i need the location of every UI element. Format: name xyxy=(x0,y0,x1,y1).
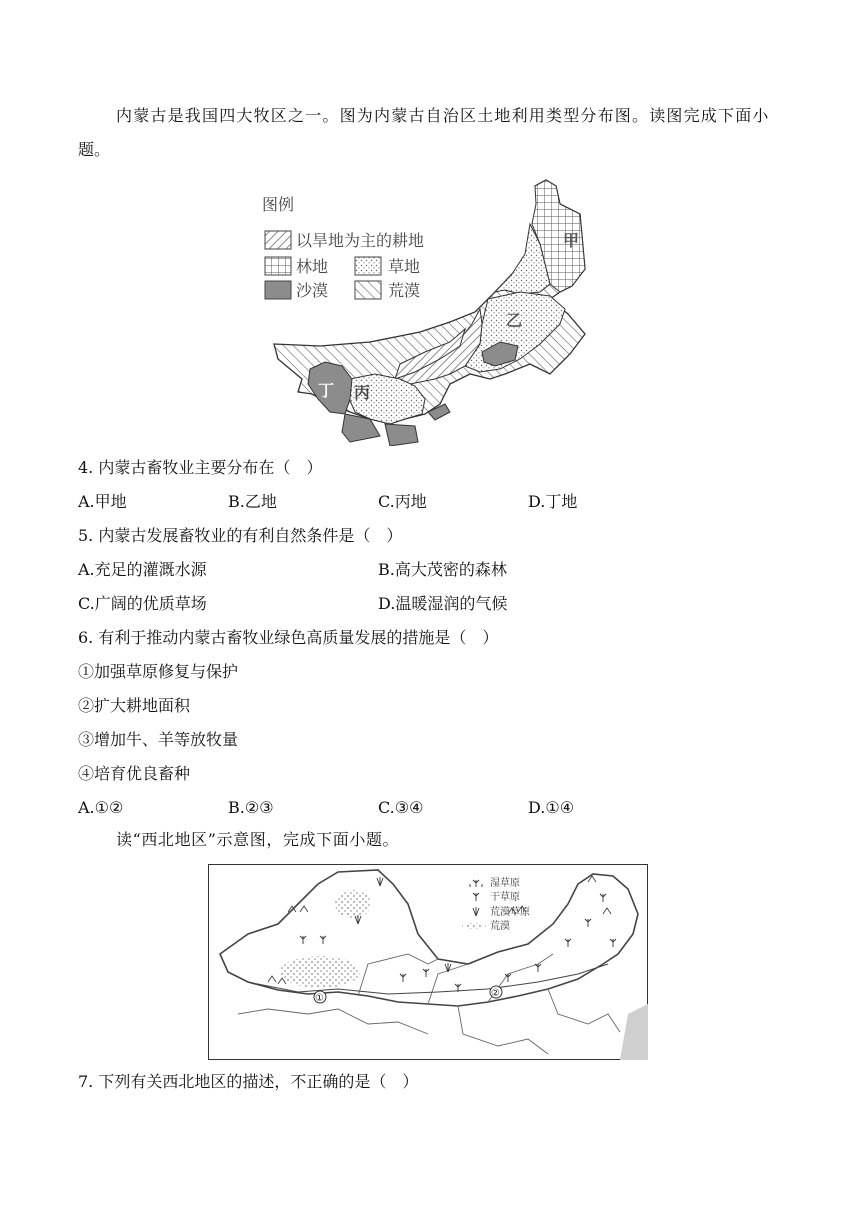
q6-item-1: ①加强草原修复与保护 xyxy=(78,662,239,681)
q7-stem: 7. 下列有关西北地区的描述，不正确的是（ ） xyxy=(78,1072,419,1091)
q4-option-d[interactable]: D.丁地 xyxy=(528,492,578,511)
q4-stem: 4. 内蒙古畜牧业主要分布在（ ） xyxy=(78,458,323,477)
q5-option-b[interactable]: B.高大茂密的森林 xyxy=(378,560,507,579)
sand-desert-southeast xyxy=(385,424,418,446)
desert-icon xyxy=(462,923,486,929)
legend-title: 图例 xyxy=(262,195,295,214)
marker-1-label: ① xyxy=(315,993,324,1004)
q6-option-c[interactable]: C.③④ xyxy=(378,798,424,817)
cropland-swatch xyxy=(265,231,291,249)
q6-item-4: ④培育优良畜种 xyxy=(78,764,191,783)
q5-option-a[interactable]: A.充足的灌溉水源 xyxy=(78,560,207,579)
legend-dry-grassland: 干草原 xyxy=(490,892,520,903)
label-bing: 丙 xyxy=(354,383,371,402)
q4-option-b[interactable]: B.乙地 xyxy=(228,492,277,511)
forest-swatch xyxy=(265,257,291,275)
legend-sand-desert: 沙漠 xyxy=(296,281,329,300)
gurbantunggut-desert xyxy=(335,890,371,918)
sand-desert-swatch xyxy=(265,281,291,299)
legend-grassland: 草地 xyxy=(388,257,421,276)
q4-option-a[interactable]: A.甲地 xyxy=(78,492,127,511)
legend-desert: 荒漠 xyxy=(490,921,510,932)
barren-desert-swatch xyxy=(355,281,381,299)
taklimakan-desert xyxy=(280,956,360,988)
q5-option-d[interactable]: D.温暖湿润的气候 xyxy=(378,594,508,613)
passage-northwest: 读“西北地区”示意图，完成下面小题。 xyxy=(116,830,400,849)
legend-wet-grassland: 湿草原 xyxy=(490,878,520,889)
q6-item-3: ③增加牛、羊等放牧量 xyxy=(78,730,239,749)
label-ding: 丁 xyxy=(318,381,335,400)
q6-option-b[interactable]: B.②③ xyxy=(228,798,274,817)
q6-stem: 6. 有利于推动内蒙古畜牧业绿色高质量发展的措施是（ ） xyxy=(78,628,499,647)
q6-option-a[interactable]: A.①② xyxy=(78,798,124,817)
grassland-swatch xyxy=(355,257,381,275)
legend-forest: 林地 xyxy=(296,257,329,276)
inner-mongolia-land-use-map xyxy=(250,174,610,446)
legend-barren-desert: 荒漠 xyxy=(388,281,421,300)
legend-cropland: 以旱地为主的耕地 xyxy=(296,231,425,250)
q5-stem: 5. 内蒙古发展畜牧业的有利自然条件是（ ） xyxy=(78,526,403,545)
q6-option-d[interactable]: D.①④ xyxy=(528,798,575,817)
northwest-region-map xyxy=(208,864,648,1060)
legend-desert-grassland: 荒漠草原 xyxy=(490,907,530,918)
passage-intro-line2: 题。 xyxy=(78,140,111,159)
passage-intro-line1: 内蒙古是我国四大牧区之一。图为内蒙古自治区土地利用类型分布图。读图完成下面小 xyxy=(116,106,770,125)
marker-2-label: ② xyxy=(491,988,500,999)
q5-option-c[interactable]: C.广阔的优质草场 xyxy=(78,594,207,613)
label-jia: 甲 xyxy=(563,231,580,250)
q4-option-c[interactable]: C.丙地 xyxy=(378,492,427,511)
label-yi: 乙 xyxy=(506,311,523,330)
q6-item-2: ②扩大耕地面积 xyxy=(78,696,191,715)
